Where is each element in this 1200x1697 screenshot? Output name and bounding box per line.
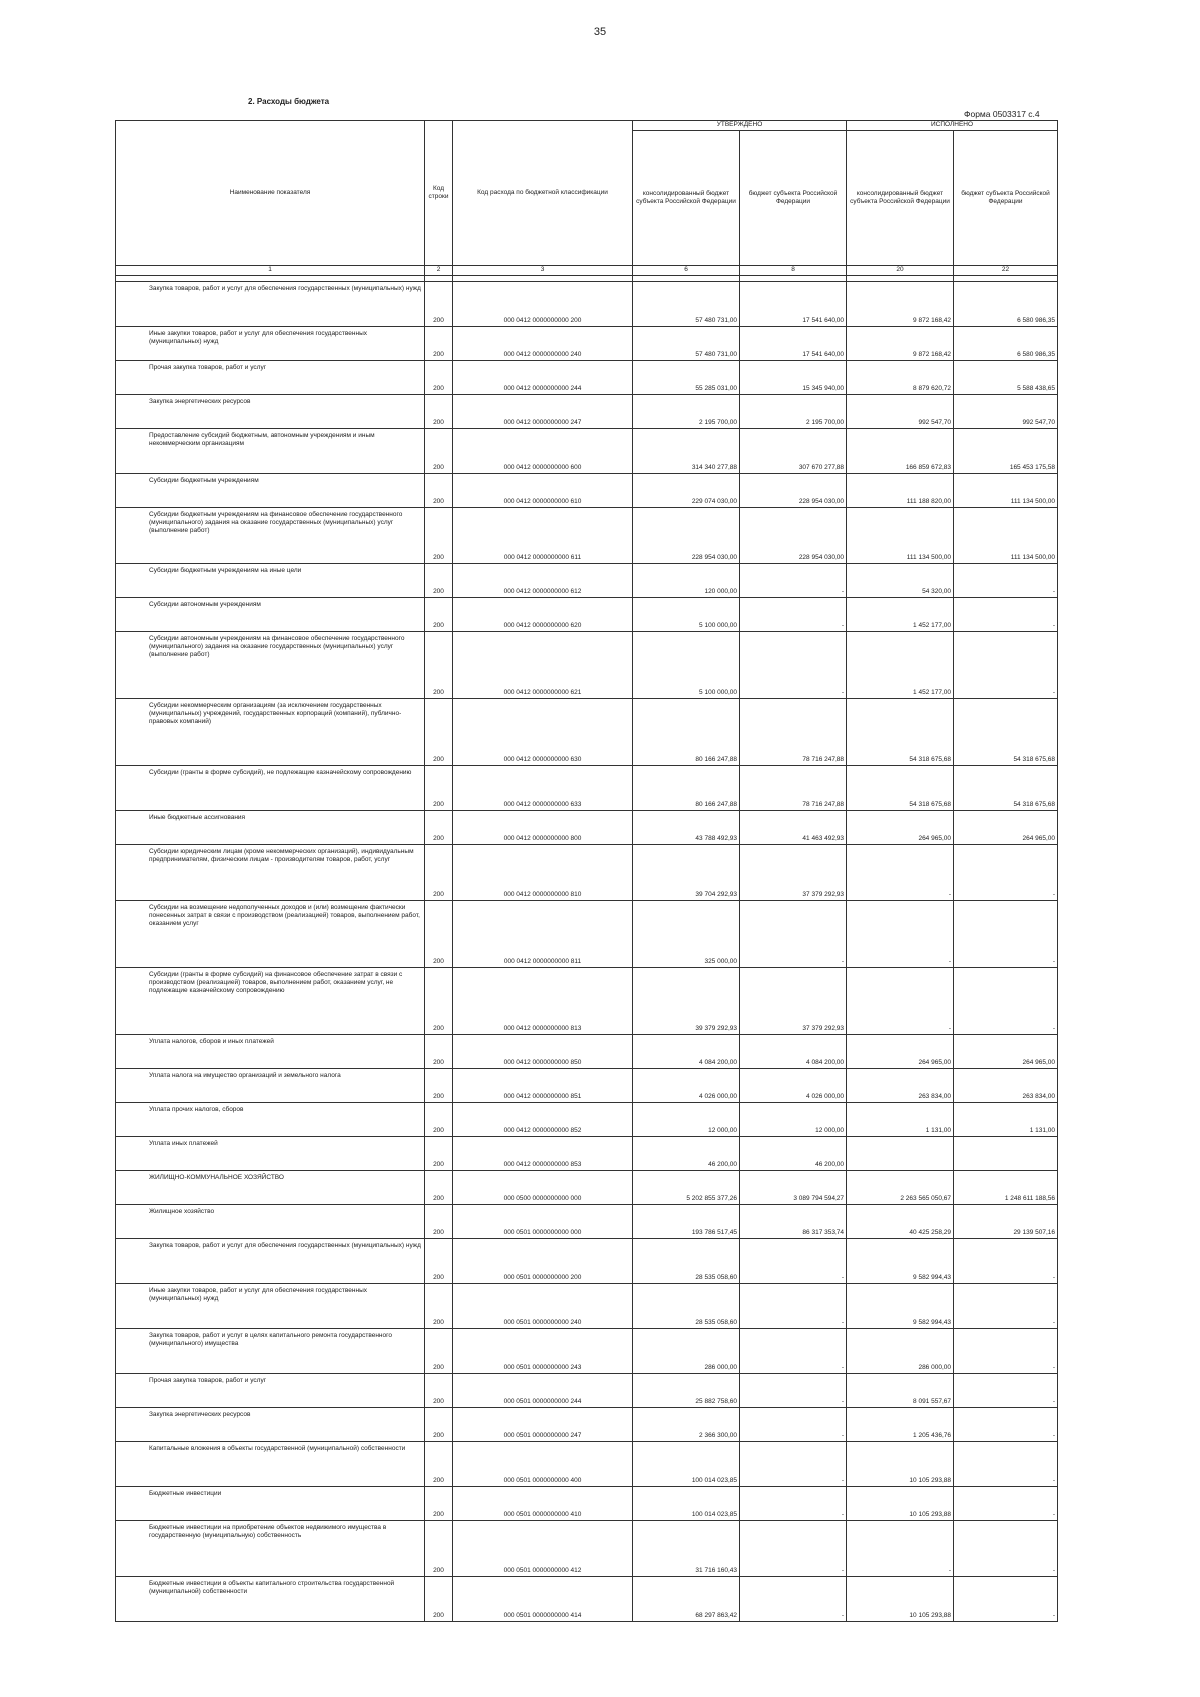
cell-indicator-name: Субсидии на возмещение недополученных доходов и (или) возмещение фактически понесенных затрат в связи с производством (реализацией) товаров, выполнением работ, оказанием услуг	[116, 901, 425, 968]
cell-value-col22: 6 580 986,35	[954, 282, 1058, 327]
cell-budget-code: 000 0412 0000000000 612	[453, 564, 633, 598]
table-row	[116, 361, 1058, 395]
cell-value-col6: 39 379 292,93	[633, 968, 740, 1035]
cell-value-col6: 68 297 863,42	[633, 1577, 740, 1622]
cell-budget-code: 000 0412 0000000000 240	[453, 327, 633, 361]
cell-value-col6: 2 366 300,00	[633, 1408, 740, 1442]
cell-value-col22: 5 588 438,65	[954, 361, 1058, 395]
cell-budget-code: 000 0501 0000000000 414	[453, 1577, 633, 1622]
table-row	[116, 1442, 1058, 1487]
cell-value-col20: 286 000,00	[847, 1329, 954, 1374]
cell-value-col8: 37 379 292,93	[740, 845, 847, 901]
cell-value-col22: -	[954, 1487, 1058, 1521]
table-row	[116, 474, 1058, 508]
cell-value-col20: 2 263 565 050,67	[847, 1171, 954, 1205]
cell-value-col6: 4 026 000,00	[633, 1069, 740, 1103]
header-approved-subject: бюджет субъекта Российской Федерации	[740, 131, 847, 266]
cell-budget-code: 000 0412 0000000000 633	[453, 766, 633, 811]
table-row	[116, 429, 1058, 474]
cell-row-code: 200	[425, 1205, 453, 1239]
cell-budget-code: 000 0501 0000000000 200	[453, 1239, 633, 1284]
cell-value-col6: 43 788 492,93	[633, 811, 740, 845]
cell-value-col20: 1 452 177,00	[847, 632, 954, 699]
header-name: Наименование показателя	[116, 121, 425, 266]
cell-value-col8: 4 026 000,00	[740, 1069, 847, 1103]
cell-row-code: 200	[425, 361, 453, 395]
cell-value-col20: 9 872 168,42	[847, 282, 954, 327]
cell-value-col8: -	[740, 1374, 847, 1408]
table-row	[116, 327, 1058, 361]
cell-indicator-name: Закупка товаров, работ и услуг для обеспечения государственных (муниципальных) нужд	[116, 1239, 425, 1284]
cell-value-col22: -	[954, 845, 1058, 901]
cell-budget-code: 000 0412 0000000000 813	[453, 968, 633, 1035]
table-row	[116, 1103, 1058, 1137]
cell-value-col8: 86 317 353,74	[740, 1205, 847, 1239]
column-number: 20	[847, 266, 954, 276]
cell-indicator-name: Уплата налога на имущество организаций и земельного налога	[116, 1069, 425, 1103]
cell-value-col22: -	[954, 564, 1058, 598]
cell-value-col22: 1 131,00	[954, 1103, 1058, 1137]
cell-indicator-name: Уплата иных платежей	[116, 1137, 425, 1171]
cell-budget-code: 000 0501 0000000000 000	[453, 1205, 633, 1239]
column-number: 8	[740, 266, 847, 276]
cell-value-col20: 263 834,00	[847, 1069, 954, 1103]
cell-budget-code: 000 0501 0000000000 410	[453, 1487, 633, 1521]
cell-value-col20: -	[847, 968, 954, 1035]
cell-indicator-name: Субсидии бюджетным учреждениям на финансовое обеспечение государственного (муниципального) задания на оказание государственных (муниципальных) услуг (выполнение работ)	[116, 508, 425, 564]
cell-indicator-name: Прочая закупка товаров, работ и услуг	[116, 1374, 425, 1408]
cell-value-col20: 111 188 820,00	[847, 474, 954, 508]
table-row	[116, 564, 1058, 598]
cell-row-code: 200	[425, 1035, 453, 1069]
cell-value-col6: 5 100 000,00	[633, 632, 740, 699]
table-row	[116, 598, 1058, 632]
cell-value-col6: 228 954 030,00	[633, 508, 740, 564]
column-number: 6	[633, 266, 740, 276]
cell-budget-code: 000 0412 0000000000 200	[453, 282, 633, 327]
cell-value-col20: 1 205 436,76	[847, 1408, 954, 1442]
cell-value-col22: -	[954, 1577, 1058, 1622]
cell-value-col6: 2 195 700,00	[633, 395, 740, 429]
cell-value-col8: -	[740, 901, 847, 968]
cell-budget-code: 000 0412 0000000000 810	[453, 845, 633, 901]
table-row	[116, 632, 1058, 699]
cell-indicator-name: Закупка энергетических ресурсов	[116, 395, 425, 429]
header-executed-consolidated: консолидированный бюджет субъекта Российской Федерации	[847, 131, 954, 266]
cell-value-col22: -	[954, 1408, 1058, 1442]
cell-value-col22: 264 965,00	[954, 811, 1058, 845]
cell-value-col22: 264 965,00	[954, 1035, 1058, 1069]
cell-row-code: 200	[425, 901, 453, 968]
cell-value-col22: 263 834,00	[954, 1069, 1058, 1103]
cell-row-code: 200	[425, 1577, 453, 1622]
cell-value-col22: -	[954, 632, 1058, 699]
table-row	[116, 845, 1058, 901]
cell-value-col20: 40 425 258,29	[847, 1205, 954, 1239]
cell-row-code: 200	[425, 1284, 453, 1329]
cell-budget-code: 000 0412 0000000000 610	[453, 474, 633, 508]
column-number: 1	[116, 266, 425, 276]
cell-value-col20: 264 965,00	[847, 1035, 954, 1069]
cell-row-code: 200	[425, 845, 453, 901]
table-row	[116, 1035, 1058, 1069]
cell-row-code: 200	[425, 598, 453, 632]
cell-value-col22: -	[954, 1284, 1058, 1329]
cell-row-code: 200	[425, 282, 453, 327]
cell-indicator-name: Иные закупки товаров, работ и услуг для обеспечения государственных (муниципальных) нужд	[116, 1284, 425, 1329]
cell-value-col20: 9 582 994,43	[847, 1239, 954, 1284]
cell-value-col8: 228 954 030,00	[740, 474, 847, 508]
table-row	[116, 395, 1058, 429]
cell-row-code: 200	[425, 395, 453, 429]
cell-value-col6: 12 000,00	[633, 1103, 740, 1137]
cell-indicator-name: Жилищное хозяйство	[116, 1205, 425, 1239]
cell-indicator-name: Прочая закупка товаров, работ и услуг	[116, 361, 425, 395]
cell-value-col6: 314 340 277,88	[633, 429, 740, 474]
cell-value-col22: -	[954, 1442, 1058, 1487]
cell-value-col8: -	[740, 1329, 847, 1374]
cell-row-code: 200	[425, 564, 453, 598]
cell-budget-code: 000 0412 0000000000 850	[453, 1035, 633, 1069]
cell-value-col6: 28 535 058,60	[633, 1239, 740, 1284]
cell-value-col20: -	[847, 901, 954, 968]
cell-value-col6: 100 014 023,85	[633, 1487, 740, 1521]
cell-value-col6: 46 200,00	[633, 1137, 740, 1171]
table-row	[116, 766, 1058, 811]
table-row	[116, 508, 1058, 564]
table-row	[116, 1374, 1058, 1408]
table-row	[116, 1284, 1058, 1329]
cell-indicator-name: Уплата налогов, сборов и иных платежей	[116, 1035, 425, 1069]
cell-value-col20: 54 320,00	[847, 564, 954, 598]
cell-value-col22: 992 547,70	[954, 395, 1058, 429]
cell-value-col20: 264 965,00	[847, 811, 954, 845]
cell-value-col8: 228 954 030,00	[740, 508, 847, 564]
cell-value-col8: 3 089 794 594,27	[740, 1171, 847, 1205]
cell-value-col20: 111 134 500,00	[847, 508, 954, 564]
table-row	[116, 811, 1058, 845]
cell-value-col6: 193 786 517,45	[633, 1205, 740, 1239]
cell-indicator-name: Субсидии автономным учреждениям на финансовое обеспечение государственного (муниципального) задания на оказание государственных (муниципальных) услуг (выполнение работ)	[116, 632, 425, 699]
cell-value-col8: -	[740, 564, 847, 598]
cell-indicator-name: Иные бюджетные ассигнования	[116, 811, 425, 845]
cell-row-code: 200	[425, 968, 453, 1035]
cell-indicator-name: Субсидии некоммерческим организациям (за исключением государственных (муниципальных) учреждений, государственных корпораций (компаний), публично-правовых компаний)	[116, 699, 425, 766]
cell-value-col22: 165 453 175,58	[954, 429, 1058, 474]
header-executed: ИСПОЛНЕНО	[847, 121, 1058, 131]
cell-value-col20: 54 318 675,68	[847, 699, 954, 766]
table-row	[116, 1577, 1058, 1622]
cell-value-col6: 31 716 160,43	[633, 1521, 740, 1577]
cell-indicator-name: Закупка энергетических ресурсов	[116, 1408, 425, 1442]
cell-indicator-name: Субсидии (гранты в форме субсидий), не подлежащие казначейскому сопровождению	[116, 766, 425, 811]
column-number: 3	[453, 266, 633, 276]
section-title: 2. Расходы бюджета	[248, 97, 330, 106]
cell-value-col8: -	[740, 1442, 847, 1487]
table-row	[116, 699, 1058, 766]
cell-value-col6: 120 000,00	[633, 564, 740, 598]
table-row	[116, 282, 1058, 327]
cell-budget-code: 000 0500 0000000000 000	[453, 1171, 633, 1205]
cell-value-col8: 78 716 247,88	[740, 699, 847, 766]
cell-budget-code: 000 0412 0000000000 247	[453, 395, 633, 429]
cell-row-code: 200	[425, 1103, 453, 1137]
cell-value-col22	[954, 1137, 1058, 1171]
form-code: Форма 0503317 с.4	[964, 109, 1040, 119]
cell-value-col20: 10 105 293,88	[847, 1577, 954, 1622]
cell-value-col6: 100 014 023,85	[633, 1442, 740, 1487]
cell-value-col8: -	[740, 1577, 847, 1622]
cell-value-col8: 17 541 640,00	[740, 282, 847, 327]
cell-row-code: 200	[425, 327, 453, 361]
cell-indicator-name: Предоставление субсидий бюджетным, автономным учреждениям и иным некоммерческим организациям	[116, 429, 425, 474]
cell-row-code: 200	[425, 1171, 453, 1205]
cell-row-code: 200	[425, 1239, 453, 1284]
cell-budget-code: 000 0412 0000000000 611	[453, 508, 633, 564]
cell-budget-code: 000 0412 0000000000 600	[453, 429, 633, 474]
cell-value-col6: 25 882 758,60	[633, 1374, 740, 1408]
cell-value-col6: 28 535 058,60	[633, 1284, 740, 1329]
cell-indicator-name: Субсидии юридическим лицам (кроме некоммерческих организаций), индивидуальным предпринимателям, физическим лицам - производителям товаров, работ, услуг	[116, 845, 425, 901]
cell-budget-code: 000 0412 0000000000 852	[453, 1103, 633, 1137]
cell-value-col20: 8 091 557,67	[847, 1374, 954, 1408]
cell-value-col22: -	[954, 1329, 1058, 1374]
cell-indicator-name: Капитальные вложения в объекты государственной (муниципальной) собственности	[116, 1442, 425, 1487]
cell-row-code: 200	[425, 1069, 453, 1103]
cell-value-col8: 2 195 700,00	[740, 395, 847, 429]
cell-value-col22: -	[954, 968, 1058, 1035]
cell-budget-code: 000 0501 0000000000 400	[453, 1442, 633, 1487]
cell-value-col20: 992 547,70	[847, 395, 954, 429]
cell-budget-code: 000 0412 0000000000 851	[453, 1069, 633, 1103]
cell-indicator-name: Уплата прочих налогов, сборов	[116, 1103, 425, 1137]
cell-row-code: 200	[425, 766, 453, 811]
cell-value-col6: 39 704 292,93	[633, 845, 740, 901]
cell-indicator-name: Бюджетные инвестиции	[116, 1487, 425, 1521]
cell-value-col22: -	[954, 598, 1058, 632]
cell-value-col20: 10 105 293,88	[847, 1442, 954, 1487]
table-row	[116, 1329, 1058, 1374]
cell-row-code: 200	[425, 508, 453, 564]
cell-value-col20: -	[847, 1521, 954, 1577]
cell-value-col22: 6 580 986,35	[954, 327, 1058, 361]
cell-row-code: 200	[425, 1329, 453, 1374]
cell-value-col8: 37 379 292,93	[740, 968, 847, 1035]
cell-value-col6: 325 000,00	[633, 901, 740, 968]
cell-budget-code: 000 0501 0000000000 244	[453, 1374, 633, 1408]
table-row	[116, 968, 1058, 1035]
cell-row-code: 200	[425, 1442, 453, 1487]
cell-indicator-name: Закупка товаров, работ и услуг для обеспечения государственных (муниципальных) нужд	[116, 282, 425, 327]
cell-indicator-name: Субсидии (гранты в форме субсидий) на финансовое обеспечение затрат в связи с производством (реализацией) товаров, выполнением работ, оказанием услуг, не подлежащие казначейскому сопровождению	[116, 968, 425, 1035]
cell-value-col20: 54 318 675,68	[847, 766, 954, 811]
cell-value-col8: 78 716 247,88	[740, 766, 847, 811]
cell-budget-code: 000 0412 0000000000 800	[453, 811, 633, 845]
cell-indicator-name: Субсидии автономным учреждениям	[116, 598, 425, 632]
cell-indicator-name: ЖИЛИЩНО-КОММУНАЛЬНОЕ ХОЗЯЙСТВО	[116, 1171, 425, 1205]
cell-value-col6: 57 480 731,00	[633, 282, 740, 327]
cell-value-col22: 54 318 675,68	[954, 766, 1058, 811]
cell-value-col20: 8 879 620,72	[847, 361, 954, 395]
cell-indicator-name: Бюджетные инвестиции в объекты капитального строительства государственной (муниципальной) собственности	[116, 1577, 425, 1622]
cell-row-code: 200	[425, 699, 453, 766]
cell-budget-code: 000 0412 0000000000 811	[453, 901, 633, 968]
column-number: 2	[425, 266, 453, 276]
header-budget-code: Код расхода по бюджетной классификации	[453, 121, 633, 266]
cell-value-col22: 111 134 500,00	[954, 508, 1058, 564]
header-executed-subject: бюджет субъекта Российской Федерации	[954, 131, 1058, 266]
table-row	[116, 901, 1058, 968]
cell-value-col8: -	[740, 632, 847, 699]
cell-budget-code: 000 0501 0000000000 412	[453, 1521, 633, 1577]
cell-row-code: 200	[425, 474, 453, 508]
cell-value-col6: 5 202 855 377,26	[633, 1171, 740, 1205]
cell-indicator-name: Бюджетные инвестиции на приобретение объектов недвижимого имущества в государственную (муниципальную) собственность	[116, 1521, 425, 1577]
table-row	[116, 1205, 1058, 1239]
cell-value-col8: -	[740, 1239, 847, 1284]
cell-indicator-name: Закупка товаров, работ и услуг в целях капитального ремонта государственного (муниципального) имущества	[116, 1329, 425, 1374]
table-row	[116, 1408, 1058, 1442]
cell-value-col8: -	[740, 1487, 847, 1521]
cell-value-col6: 286 000,00	[633, 1329, 740, 1374]
table-row	[116, 1069, 1058, 1103]
cell-budget-code: 000 0412 0000000000 630	[453, 699, 633, 766]
cell-budget-code: 000 0501 0000000000 240	[453, 1284, 633, 1329]
cell-value-col6: 4 084 200,00	[633, 1035, 740, 1069]
cell-value-col20: 9 872 168,42	[847, 327, 954, 361]
cell-value-col8: 41 463 492,93	[740, 811, 847, 845]
cell-value-col20: 1 131,00	[847, 1103, 954, 1137]
column-numbers-row	[116, 266, 1058, 276]
expenses-table	[115, 120, 1058, 1622]
cell-row-code: 200	[425, 1137, 453, 1171]
cell-budget-code: 000 0412 0000000000 244	[453, 361, 633, 395]
cell-budget-code: 000 0412 0000000000 620	[453, 598, 633, 632]
cell-value-col20: 1 452 177,00	[847, 598, 954, 632]
cell-indicator-name: Субсидии бюджетным учреждениям на иные цели	[116, 564, 425, 598]
table-row	[116, 1487, 1058, 1521]
cell-value-col8: 12 000,00	[740, 1103, 847, 1137]
cell-value-col6: 229 074 030,00	[633, 474, 740, 508]
cell-row-code: 200	[425, 1487, 453, 1521]
cell-value-col20: 9 582 994,43	[847, 1284, 954, 1329]
cell-row-code: 200	[425, 429, 453, 474]
cell-value-col8: -	[740, 1408, 847, 1442]
cell-value-col22: 29 139 507,16	[954, 1205, 1058, 1239]
cell-indicator-name: Субсидии бюджетным учреждениям	[116, 474, 425, 508]
cell-value-col6: 57 480 731,00	[633, 327, 740, 361]
cell-budget-code: 000 0412 0000000000 853	[453, 1137, 633, 1171]
cell-budget-code: 000 0501 0000000000 247	[453, 1408, 633, 1442]
page-number: 35	[593, 26, 607, 38]
cell-value-col22: 54 318 675,68	[954, 699, 1058, 766]
cell-value-col6: 80 166 247,88	[633, 699, 740, 766]
cell-value-col8: -	[740, 1521, 847, 1577]
cell-value-col8: 15 345 940,00	[740, 361, 847, 395]
cell-budget-code: 000 0412 0000000000 621	[453, 632, 633, 699]
table-row	[116, 1239, 1058, 1284]
cell-value-col8: -	[740, 598, 847, 632]
header-row-code: Код строки	[425, 121, 453, 266]
cell-row-code: 200	[425, 1374, 453, 1408]
cell-value-col20: -	[847, 845, 954, 901]
cell-value-col22: 1 248 611 188,56	[954, 1171, 1058, 1205]
cell-budget-code: 000 0501 0000000000 243	[453, 1329, 633, 1374]
cell-value-col22: -	[954, 1374, 1058, 1408]
cell-value-col8: 46 200,00	[740, 1137, 847, 1171]
cell-value-col22: 111 134 500,00	[954, 474, 1058, 508]
table-row	[116, 1521, 1058, 1577]
column-number: 22	[954, 266, 1058, 276]
cell-value-col8: 17 541 640,00	[740, 327, 847, 361]
cell-value-col22: -	[954, 1521, 1058, 1577]
table-row	[116, 1171, 1058, 1205]
header-approved-consolidated: консолидированный бюджет субъекта Российской Федерации	[633, 131, 740, 266]
table-row	[116, 1137, 1058, 1171]
cell-row-code: 200	[425, 632, 453, 699]
cell-value-col8: 307 670 277,88	[740, 429, 847, 474]
cell-value-col6: 5 100 000,00	[633, 598, 740, 632]
cell-row-code: 200	[425, 811, 453, 845]
cell-value-col20: 10 105 293,88	[847, 1487, 954, 1521]
cell-value-col22: -	[954, 1239, 1058, 1284]
cell-row-code: 200	[425, 1521, 453, 1577]
cell-value-col20	[847, 1137, 954, 1171]
cell-row-code: 200	[425, 1408, 453, 1442]
header-approved: УТВЕРЖДЕНО	[633, 121, 847, 131]
cell-value-col6: 80 166 247,88	[633, 766, 740, 811]
cell-value-col8: -	[740, 1284, 847, 1329]
cell-indicator-name: Иные закупки товаров, работ и услуг для обеспечения государственных (муниципальных) нужд	[116, 327, 425, 361]
cell-value-col20: 166 859 672,83	[847, 429, 954, 474]
cell-value-col6: 55 285 031,00	[633, 361, 740, 395]
cell-value-col22: -	[954, 901, 1058, 968]
cell-value-col8: 4 084 200,00	[740, 1035, 847, 1069]
